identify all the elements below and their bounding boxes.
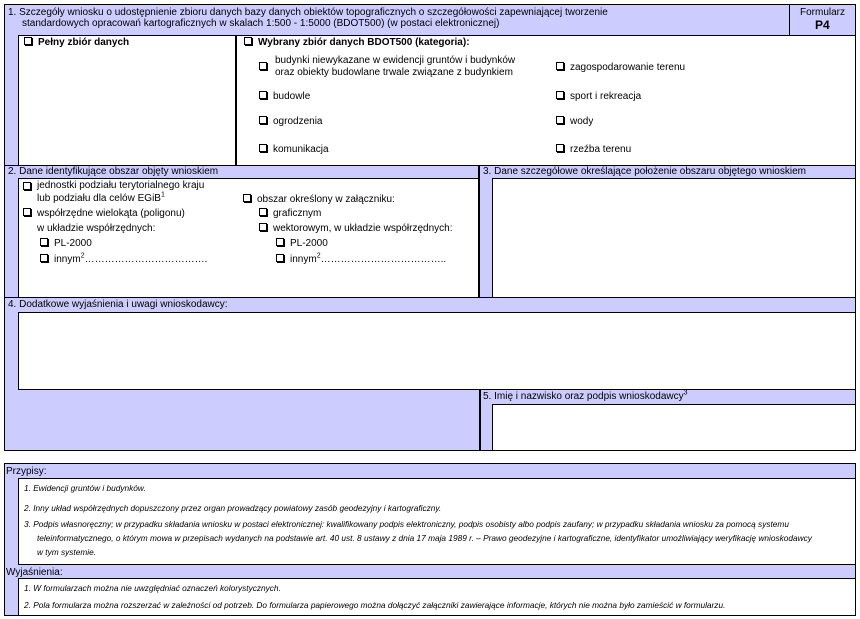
- option-attachment-area[interactable]: obszar określony w załączniku:: [243, 194, 395, 206]
- section-3-title: 3. Dane szczegółowe określające położenie obszaru objętego wnioskiem: [483, 166, 806, 177]
- option-polygon-coordinates[interactable]: współrzędne wielokąta (poligonu): [23, 208, 185, 220]
- checkbox-icon[interactable]: [556, 91, 564, 99]
- checkbox-icon[interactable]: [259, 144, 267, 152]
- form-label: Formularz: [800, 7, 846, 18]
- selected-set-option[interactable]: Wybrany zbiór danych BDOT500 (kategoria):: [244, 37, 470, 49]
- footnote-1: 1. Ewidencji gruntów i budynków.: [24, 483, 146, 493]
- section-2-title: 2. Dane identyfikujące obszar objęty wnioskiem: [8, 166, 219, 177]
- category-sport[interactable]: sport i rekreacja: [556, 91, 641, 103]
- full-set-option[interactable]: Pełny zbiór danych: [24, 37, 129, 49]
- footnote-2: 2. Inny układ współrzędnych dopuszczony przez organ prowadzący powiatowy zasób geodezyjny i kartograficzny.: [24, 503, 442, 513]
- checkbox-icon[interactable]: [276, 238, 284, 246]
- checkbox-icon[interactable]: [259, 116, 267, 124]
- section-4-title: 4. Dodatkowe wyjaśnienia i uwagi wnioskodawcy:: [8, 299, 228, 310]
- category-relief[interactable]: rzeźba terenu: [556, 144, 631, 156]
- checkbox-icon[interactable]: [23, 182, 31, 190]
- checkbox-icon[interactable]: [556, 62, 564, 70]
- option-graphic[interactable]: graficznym: [259, 208, 321, 220]
- checkbox-icon[interactable]: [244, 37, 252, 45]
- checkbox-icon[interactable]: [243, 194, 251, 202]
- checkbox-icon[interactable]: [24, 37, 32, 45]
- category-transport[interactable]: komunikacja: [259, 144, 329, 156]
- additional-remarks-field[interactable]: [18, 312, 856, 390]
- checkbox-icon[interactable]: [259, 62, 267, 70]
- checkbox-icon[interactable]: [556, 116, 564, 124]
- checkbox-icon[interactable]: [40, 254, 48, 262]
- checkbox-icon[interactable]: [259, 223, 267, 231]
- option-territorial-units[interactable]: [23, 182, 37, 194]
- territorial-units-label2: lub podziału dla celów EGiB$^1$: [37, 191, 165, 204]
- option-pl2000-polygon[interactable]: PL-2000: [40, 238, 92, 250]
- category-structures[interactable]: budowle: [259, 91, 310, 103]
- checkbox-icon[interactable]: [259, 91, 267, 99]
- footnote-3-line1: 3. Podpis własnoręczny; w przypadku składania wniosku w postaci elektronicznej: kwalifikowany podpis elektroniczny, podpis osobisty albo podpis zaufany; w przypadku składania wniosku za pomocą systemu: [24, 519, 789, 529]
- section-1-title-line2: standardowych opracowań kartograficznych w skalach 1:500 - 1:5000 (BDOT500) (w postaci elektronicznej): [22, 18, 500, 29]
- area-location-field[interactable]: [492, 178, 856, 298]
- section-1-title-line1: 1. Szczegóły wniosku o udostępnienie zbioru danych bazy danych obiektów topograficznych o szczegółowości zapewniającej tworzenie: [8, 7, 608, 18]
- footnote-3-line3: w tym systemie.: [37, 547, 97, 557]
- footnotes-title: Przypisy:: [6, 466, 47, 477]
- option-other-vector[interactable]: innym$^2$………………………………..: [276, 254, 446, 266]
- option-vector[interactable]: wektorowym, w układzie współrzędnych:: [259, 223, 453, 235]
- category-fences[interactable]: ogrodzenia: [259, 116, 322, 128]
- form-code: P4: [815, 18, 830, 32]
- checkbox-icon[interactable]: [23, 208, 31, 216]
- section-5-divider: [479, 389, 481, 451]
- option-other-polygon[interactable]: innym$^2$……………………………….: [40, 254, 207, 266]
- checkbox-icon[interactable]: [259, 208, 267, 216]
- option-pl2000-vector[interactable]: PL-2000: [276, 238, 328, 250]
- category-buildings[interactable]: [259, 62, 273, 74]
- polygon-coordinates-label2: w układzie współrzędnych:: [37, 223, 156, 234]
- checkbox-icon[interactable]: [40, 238, 48, 246]
- territorial-units-label1: jednostki podziału terytorialnego kraju: [37, 180, 205, 191]
- full-set-box: [18, 35, 236, 166]
- checkbox-icon[interactable]: [276, 254, 284, 262]
- applicant-signature-field[interactable]: [492, 404, 856, 451]
- explanation-1: 1. W formularzach można nie uwzględniać oznaczeń kolorystycznych.: [24, 583, 281, 593]
- category-buildings-label2: oraz obiekty budowlane trwale związane z budynkiem: [275, 67, 513, 78]
- footnote-3-line2: teleinformatycznego, o którym mowa w przepisach wydanych na podstawie art. 40 ust. 8 ustawy z dnia 17 maja 1989 r. – Prawo geodezyjne i kartograficzne, identyfikator umożliwiający weryfikację wnioskodawcy: [37, 533, 812, 543]
- category-land-use[interactable]: zagospodarowanie terenu: [556, 62, 685, 74]
- explanation-2: 2. Pola formularza można rozszerzać w zależności od potrzeb. Do formularza papierowego można dołączyć załączniki zawierające informacje, których nie można było zamieścić w formularzu.: [24, 600, 726, 610]
- checkbox-icon[interactable]: [556, 144, 564, 152]
- category-buildings-label1: budynki niewykazane w ewidencji gruntów i budynków: [275, 55, 516, 66]
- category-water[interactable]: wody: [556, 116, 593, 128]
- section-5-title: 5. Imię i nazwisko oraz podpis wnioskodawcy$^3$: [483, 389, 688, 402]
- explanations-title: Wyjaśnienia:: [6, 567, 63, 578]
